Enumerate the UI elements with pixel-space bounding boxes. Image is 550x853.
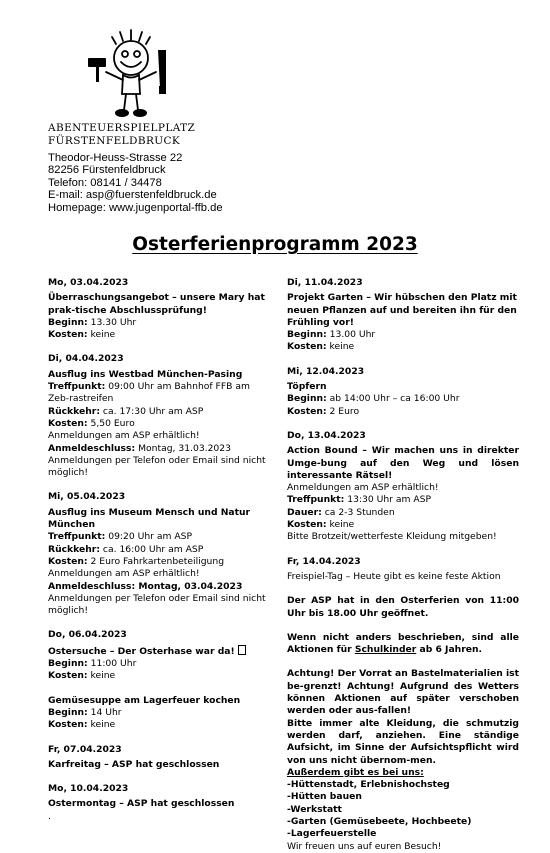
- event-title: Projekt Garten – Wir hübschen den Platz mit neuen Pflanzen auf und bereiten ihn für den Frühling vor!: [287, 292, 517, 328]
- address-street: Theodor-Heuss-Strasse 22: [48, 152, 183, 164]
- trailing-dot: .: [48, 810, 51, 822]
- right-column: [287, 277, 519, 853]
- event-title: Ausflug ins Westbad München-Pasing: [48, 368, 243, 380]
- closing-line: Wir freuen uns auf euren Besuch!: [287, 840, 442, 852]
- event-telefon-hinweis: Anmeldungen per Telefon oder Email sind nicht möglich!: [48, 454, 266, 479]
- event-date: Di, 11.04.2023: [287, 277, 363, 288]
- also-list: [287, 779, 519, 840]
- event-date: Mo, 10.04.2023: [48, 783, 129, 795]
- event-treffpunkt: Treffpunkt: 09:00 Uhr am Bahnhof FFB am Zeb-rastreifen: [48, 381, 250, 405]
- event-hinweis: Bitte Brotzeit/wetterfeste Kleidung mitgeben!: [287, 531, 497, 543]
- event-title: Töpfern: [287, 381, 327, 393]
- event-date: Do, 06.04.2023: [48, 629, 127, 641]
- event-date: Mi, 05.04.2023: [48, 491, 126, 503]
- event-date: Fr, 07.04.2023: [48, 743, 122, 755]
- event-beginn: Beginn: 11:00 Uhr: [48, 658, 137, 670]
- event-telefon-hinweis: Anmeldungen per Telefon oder Email sind nicht möglich!: [48, 592, 266, 617]
- also-title: Außerdem gibt es bei uns:: [287, 766, 424, 778]
- event-kosten: Kosten: 5,50 Euro: [48, 417, 135, 429]
- event-beginn: Beginn: 13.30 Uhr: [48, 316, 137, 328]
- mascot-logo-icon: [76, 28, 186, 120]
- event-date: Mi, 12.04.2023: [287, 365, 365, 377]
- address-city: 82256 Fürstenfeldbruck: [48, 164, 166, 177]
- event-kosten: Kosten: keine: [48, 329, 116, 341]
- address-phone: Telefon: 08141 / 34478: [48, 176, 162, 189]
- event-beginn: Beginn: ab 14:00 Uhr – ca 16:00 Uhr: [287, 393, 460, 405]
- list-item: -Hütten bauen: [287, 791, 362, 803]
- event-item: [48, 277, 270, 341]
- list-item: -Lagerfeuerstelle: [287, 828, 377, 840]
- event-date: Di, 04.04.2023: [48, 353, 124, 365]
- event-title: Action Bound – Wir machen uns in direkter Umge-bung auf den Weg und lösen interessante Rätsel!: [287, 445, 519, 481]
- event-kosten: Kosten: 2 Euro: [287, 405, 360, 417]
- event-kosten: Kosten: 2 Euro Fahrkartenbeteiligung: [48, 555, 225, 567]
- page-title: Osterferienprogramm 2023: [132, 234, 418, 255]
- event-date: Fr, 14.04.2023: [287, 555, 361, 567]
- list-item: -Werkstatt: [287, 803, 342, 815]
- event-item: [287, 430, 519, 544]
- event-item: [48, 695, 270, 732]
- clothing-note: Bitte immer alte Kleidung, die schmutzig werden darf, anziehen. Eine ständige Aufsicht, im Sinne der Aufsichtspflicht wird von uns nicht übernom-men.: [287, 717, 519, 766]
- event-beginn: Beginn: 14 Uhr: [48, 706, 122, 718]
- age-note: Wenn nicht anders beschrieben, sind alle Aktionen für Schulkinder ab 6 Jahren.: [287, 631, 519, 656]
- event-treffpunkt: Treffpunkt: 09:20 Uhr am ASP: [48, 531, 193, 543]
- event-anmeldung: Anmeldungen am ASP erhältlich! Anmeldeschluss: Montag, 03.04.2023: [48, 568, 243, 592]
- address-homepage: Homepage: www.jugenportal-ffb.de: [48, 201, 223, 214]
- event-item: [48, 353, 270, 479]
- address-block: [48, 152, 223, 214]
- event-item: [287, 556, 519, 584]
- warning-note: Achtung! Der Vorrat an Bastelmaterialien ist be-grenzt! Achtung! Aufgrund des Wetters können Aktionen auf später verschoben werden oder aus-fallen!: [287, 668, 519, 717]
- event-kosten: Kosten: keine: [287, 341, 355, 353]
- event-item: [287, 366, 519, 418]
- event-kosten: Kosten: keine: [48, 719, 116, 731]
- event-title: Ausflug ins Museum Mensch und Natur München: [48, 506, 251, 531]
- event-title: Ostermontag – ASP hat geschlossen: [48, 798, 235, 810]
- missing-glyph-icon: [238, 645, 246, 655]
- event-title: Gemüsesuppe am Lagerfeuer kochen: [48, 694, 241, 706]
- org-line-2: FÜRSTENFELDBRUCK: [48, 135, 181, 147]
- event-title: Karfreitag – ASP hat geschlossen: [48, 758, 220, 770]
- event-item: [48, 744, 270, 772]
- event-rueckkehr: Rückkehr: ca. 17:30 Uhr am ASP: [48, 405, 204, 417]
- organization-name-block: [48, 122, 195, 148]
- event-date: Do, 13.04.2023: [287, 429, 366, 441]
- event-kosten: Kosten: keine: [287, 519, 355, 531]
- event-beginn: Beginn: 13.00 Uhr: [287, 329, 376, 341]
- event-title: Überraschungsangebot – unsere Mary hat prak-tische Abschlussprüfung!: [48, 292, 265, 316]
- event-title: Freispiel-Tag – Heute gibt es keine feste Aktion: [287, 570, 501, 582]
- event-item: [48, 491, 270, 617]
- address-email: E-mail: asp@fuerstenfeldbruck.de: [48, 189, 217, 202]
- event-item: [48, 783, 270, 823]
- event-anmeldung: Anmeldungen am ASP erhältlich!: [48, 430, 200, 442]
- opening-hours-note: Der ASP hat in den Osterferien von 11:00 Uhr bis 18.00 Uhr geöffnet.: [287, 595, 519, 619]
- event-dauer: Dauer: ca 2-3 Stunden: [287, 506, 395, 518]
- org-line-1: ABENTEUERSPIELPLATZ: [48, 122, 196, 134]
- event-anmeldeschluss: Anmeldeschluss: Montag, 31.03.2023: [48, 442, 231, 454]
- event-kosten: Kosten: keine: [48, 670, 116, 682]
- list-item: -Garten (Gemüsebeete, Hochbeete): [287, 815, 472, 827]
- event-rueckkehr: Rückkehr: ca. 16:00 Uhr am ASP: [48, 543, 204, 555]
- event-date: Mo, 03.04.2023: [48, 277, 129, 288]
- event-treffpunkt: Treffpunkt: 13:30 Uhr am ASP: [287, 494, 432, 506]
- event-anmeldung: Anmeldungen am ASP erhältlich!: [287, 482, 439, 494]
- event-item: [48, 629, 270, 682]
- event-title: Ostersuche – Der Osterhase war da!: [48, 645, 270, 658]
- event-item: [287, 277, 519, 354]
- left-column: [48, 277, 270, 835]
- list-item: -Hüttenstadt, Erlebnishochsteg: [287, 779, 450, 791]
